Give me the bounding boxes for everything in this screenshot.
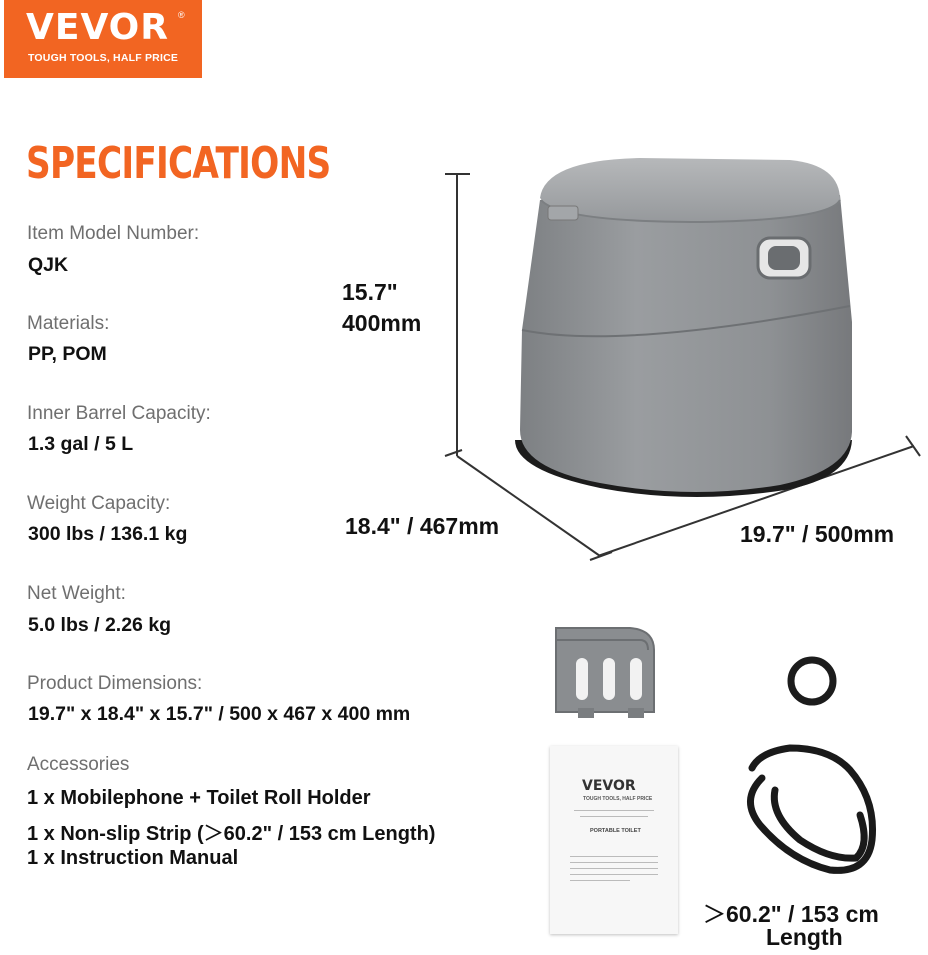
width-label: 19.7" / 500mm bbox=[740, 521, 895, 547]
height-dimension-line bbox=[445, 174, 470, 456]
strip-length-word: Length bbox=[766, 924, 843, 950]
depth-label: 18.4" / 467mm bbox=[345, 513, 500, 539]
spec-value-weight-capacity: 300 lbs / 136.1 kg bbox=[28, 523, 188, 545]
non-slip-strip-image bbox=[750, 748, 872, 870]
spec-value-materials: PP, POM bbox=[28, 343, 107, 365]
spec-value-capacity: 1.3 gal / 5 L bbox=[28, 433, 134, 455]
specifications-title: SPECIFICATIONS bbox=[26, 138, 331, 189]
brand-tagline: TOUGH TOOLS, HALF PRICE bbox=[28, 52, 179, 64]
spec-label-dimensions: Product Dimensions: bbox=[27, 673, 203, 694]
manual-logo: VEVOR bbox=[582, 778, 636, 794]
sealing-ring-image bbox=[791, 660, 833, 702]
manual-subtitle: PORTABLE TOILET bbox=[590, 828, 641, 834]
accessories-label: Accessories bbox=[27, 754, 130, 775]
registered-mark: ® bbox=[178, 10, 185, 20]
spec-label-capacity: Inner Barrel Capacity: bbox=[27, 403, 211, 424]
strip-length-label: ＞60.2" / 153 cm bbox=[703, 901, 879, 927]
phone-roll-holder-image bbox=[556, 628, 654, 718]
instruction-manual-image bbox=[550, 746, 678, 934]
brand-name: VEVOR bbox=[26, 7, 170, 48]
portable-toilet-image bbox=[515, 158, 852, 497]
manual-tagline: TOUGH TOOLS, HALF PRICE bbox=[583, 796, 653, 802]
accessory-item-strip: 1 x Non-slip Strip (＞60.2" / 153 cm Length) bbox=[27, 823, 436, 845]
spec-value-model: QJK bbox=[28, 254, 69, 276]
spec-label-materials: Materials: bbox=[27, 313, 110, 334]
height-mm-label: 400mm bbox=[342, 310, 422, 336]
spec-label-model: Item Model Number: bbox=[27, 223, 200, 244]
spec-label-net-weight: Net Weight: bbox=[27, 583, 126, 604]
spec-value-dimensions: 19.7" x 18.4" x 15.7" / 500 x 467 x 400 mm bbox=[28, 703, 411, 725]
spec-label-weight-capacity: Weight Capacity: bbox=[27, 493, 171, 514]
accessory-item-manual: 1 x Instruction Manual bbox=[27, 847, 239, 869]
spec-value-net-weight: 5.0 lbs / 2.26 kg bbox=[28, 614, 172, 636]
accessory-item-holder: 1 x Mobilephone + Toilet Roll Holder bbox=[27, 787, 371, 809]
height-inches-label: 15.7" bbox=[342, 279, 398, 305]
